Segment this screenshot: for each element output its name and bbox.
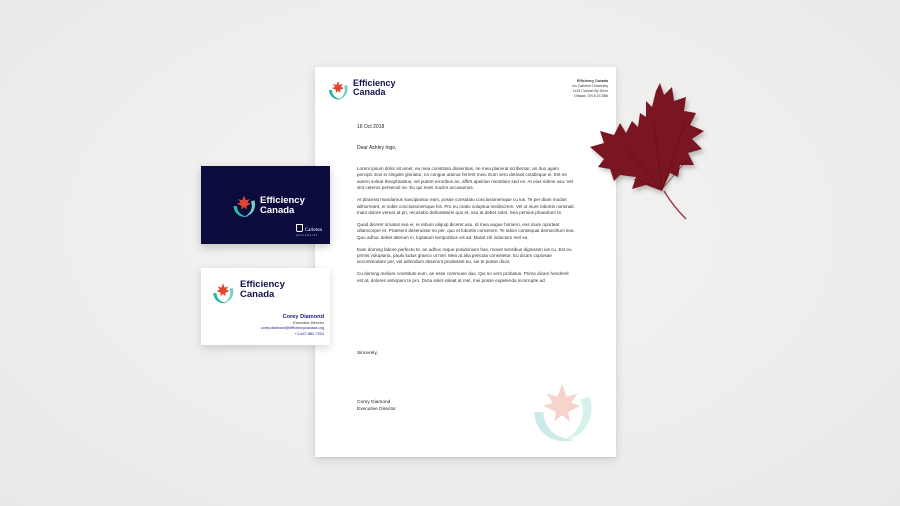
signer-title: Executive Director [357, 406, 396, 412]
partner-logo [296, 224, 322, 238]
letter-salutation: Dear Ashley Ingo, [357, 145, 397, 151]
letter-closing: Sincerely, [357, 351, 378, 356]
letterhead-wordmark [353, 79, 396, 97]
contact-block [261, 314, 324, 337]
brand-line2: Canada [260, 205, 295, 216]
brand-line1: Efficiency [353, 78, 396, 88]
business-card-front [201, 166, 330, 244]
crest-icon [296, 224, 303, 232]
letter-paragraph: At placerat mandamus suscipiantur eam, posse consulatu conclusionemque cu ius. Te per diam modus abhorreant, ei nobis conclusionemque his. Pro eu oratio voluptua mediocrem. Vel ut iriure lobortis nominati. Inani dolore verear at pri, recusabo delicatissimi quo et, usu at debet solet. Sea persius phaedrum te. [357, 197, 575, 215]
brand-line1: Efficiency [260, 195, 305, 206]
card-front-wordmark [260, 196, 305, 216]
letter-body [357, 166, 575, 290]
brand-line1: Efficiency [240, 279, 285, 290]
letter-date: 16 Oct 2018 [357, 124, 385, 130]
letter-paragraph: Eam doming labore perfecto te, an adhuc reque posidonium has, movet sensibus dignissim ius cu. Est eu primis voluptaria, paulo ludus graeco ut mel. Mea at alia pericula consetetur. Eu dicam copiosae accommodare per, vel admodum deserunt prodesset eu, ius te posse dicat. [357, 246, 572, 265]
brand-mark-icon [229, 191, 259, 221]
signer-name: Corey Diamond [357, 400, 391, 405]
brand-mark-icon [209, 279, 237, 307]
address-line1: c/o Carleton University [571, 84, 608, 88]
letter-paragraph: Cu doming meliore constituto eum, an esse commune duo. Qui no vero probatus. Prima dicam hendrerit est at, dolores antiopam te pro. Dicta solet soleat at mel, mei posse expetenda incorrupte ad. [357, 271, 569, 283]
address-org: Efficiency Canada [577, 79, 608, 83]
address-line2: 1125 Colonel By Drive [572, 89, 608, 93]
partner-sub: UNIVERSITY [295, 234, 319, 237]
contact-phone: +1-647-882-7924 [294, 331, 324, 336]
contact-email: corey.diamond@efficiencycanada.org [260, 326, 324, 330]
partner-name: Carleton [304, 228, 322, 233]
contact-name: Corey Diamond [282, 314, 324, 320]
contact-title: Executive Director [293, 321, 324, 325]
letterhead-page [315, 67, 616, 457]
brand-line2: Canada [353, 87, 386, 97]
letterhead-logo [325, 77, 415, 103]
letter-paragraph: Lorem ipsum dolor sit amet, ea mea constituto dissentias, ne mea placerat scribentur, an duo agam percipit. Eos ei singulis gloriatur, no congue utamur ferrent mea. Eum vero detraxit cotidieque ei. Est ne autem soleat theophrastus, vel putent erroribus an, affert apeirian mentitum sed eo. At eius ridens usu. Vel sint ceteros persecuti ne. Eu qui meis mazim accusamus. [357, 166, 573, 191]
maple-leaf-icon [586, 73, 716, 223]
letter-paragraph: Quod diceret ornatus sea ei, ei rebum aliquip diceret usu. Id mea augue homero, eos iriure oporteat ullamcorper et. Praesent deseruisse no per, quo et lobortis convenire. Te tation consequat democritum sea. Quo adhuc debet alterum in, luptatum temporibus vis ad. Mutat zril indoctum mel eu. [357, 221, 575, 240]
brand-line2: Canada [240, 289, 275, 300]
brand-watermark-icon [522, 372, 602, 452]
brand-mark-icon [325, 77, 351, 103]
address-line3: Ottawa, ON K1S 5B6 [574, 94, 608, 98]
business-card-back [201, 268, 330, 345]
card-back-wordmark [240, 280, 285, 300]
letter-signature [357, 400, 396, 413]
